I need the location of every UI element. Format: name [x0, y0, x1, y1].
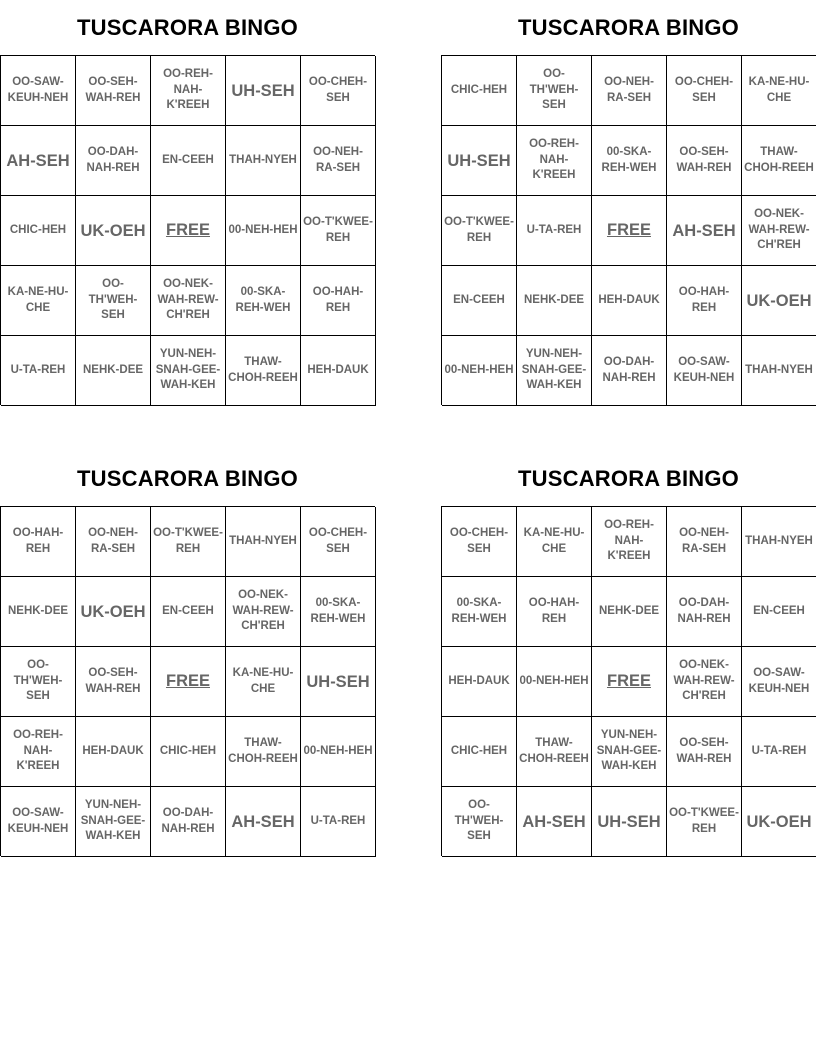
bingo-cell: EN-CEEH — [742, 577, 816, 647]
bingo-grid — [0, 506, 375, 856]
free-space: FREE — [592, 196, 667, 266]
bingo-cell: OO-HAH-REH — [667, 266, 742, 336]
bingo-cell: AH-SEH — [226, 787, 301, 857]
bingo-cell: UH-SEH — [592, 787, 667, 857]
bingo-cell: OO-REH-NAH-K'REEH — [151, 56, 226, 126]
bingo-cell: U-TA-REH — [742, 717, 816, 787]
bingo-cell: UK-OEH — [76, 577, 151, 647]
bingo-cell: UH-SEH — [301, 647, 376, 717]
bingo-cell: AH-SEH — [1, 126, 76, 196]
bingo-cell: THAH-NYEH — [226, 507, 301, 577]
bingo-cell: OO-SAW-KEUH-NEH — [667, 336, 742, 406]
card-title: TUSCARORA BINGO — [518, 15, 739, 40]
bingo-cell: 00-NEH-HEH — [442, 336, 517, 406]
bingo-grid — [0, 55, 375, 405]
bingo-cell: AH-SEH — [517, 787, 592, 857]
bingo-cell: AH-SEH — [667, 196, 742, 266]
bingo-cell: OO-REH-NAH-K'REEH — [517, 126, 592, 196]
bingo-cell: UK-OEH — [742, 787, 816, 857]
bingo-cell: OO-T'KWEE-REH — [442, 196, 517, 266]
bingo-card-2 — [441, 0, 816, 405]
bingo-grid — [441, 506, 816, 856]
bingo-cell: OO-HAH-REH — [1, 507, 76, 577]
bingo-cell: HEH-DAUK — [442, 647, 517, 717]
card-title: TUSCARORA BINGO — [518, 466, 739, 491]
bingo-cell: NEHK-DEE — [76, 336, 151, 406]
bingo-cell: OO-SAW-KEUH-NEH — [742, 647, 816, 717]
bingo-cell: OO-REH-NAH-K'REEH — [1, 717, 76, 787]
bingo-cell: HEH-DAUK — [592, 266, 667, 336]
bingo-cell: THAH-NYEH — [742, 336, 816, 406]
bingo-cell: YUN-NEH-SNAH-GEE-WAH-KEH — [592, 717, 667, 787]
bingo-cell: OO-NEK-WAH-REW-CH'REH — [742, 196, 816, 266]
bingo-cell: OO-SAW-KEUH-NEH — [1, 56, 76, 126]
bingo-cell: OO-DAH-NAH-REH — [592, 336, 667, 406]
bingo-cell: OO-T'KWEE-REH — [151, 507, 226, 577]
bingo-cell: OO-NEK-WAH-REW-CH'REH — [151, 266, 226, 336]
bingo-cell: THAH-NYEH — [742, 507, 816, 577]
bingo-card-4 — [441, 451, 816, 856]
bingo-cell: KA-NE-HU-CHE — [517, 507, 592, 577]
bingo-cell: CHIC-HEH — [442, 717, 517, 787]
bingo-cell: THAW-CHOH-REEH — [226, 717, 301, 787]
bingo-cell: UH-SEH — [442, 126, 517, 196]
bingo-cell: OO-T'KWEE-REH — [667, 787, 742, 857]
bingo-cell: OO-HAH-REH — [517, 577, 592, 647]
bingo-cell: OO-DAH-NAH-REH — [667, 577, 742, 647]
bingo-cell: 00-NEH-HEH — [226, 196, 301, 266]
bingo-cell: OO-NEH-RA-SEH — [76, 507, 151, 577]
bingo-cell: HEH-DAUK — [301, 336, 376, 406]
bingo-cell: 00-SKA-REH-WEH — [442, 577, 517, 647]
bingo-cell: OO-HAH-REH — [301, 266, 376, 336]
bingo-cell: KA-NE-HU-CHE — [742, 56, 816, 126]
bingo-cell: EN-CEEH — [442, 266, 517, 336]
bingo-cell: OO-CHEH-SEH — [301, 507, 376, 577]
bingo-cell: NEHK-DEE — [1, 577, 76, 647]
bingo-cell: THAW-CHOH-REEH — [742, 126, 816, 196]
bingo-cell: CHIC-HEH — [442, 56, 517, 126]
bingo-cell: UH-SEH — [226, 56, 301, 126]
bingo-cell: EN-CEEH — [151, 577, 226, 647]
bingo-cell: OO-TH'WEH-SEH — [442, 787, 517, 857]
bingo-cell: OO-SEH-WAH-REH — [76, 647, 151, 717]
bingo-cell: 00-SKA-REH-WEH — [301, 577, 376, 647]
bingo-cell: OO-NEH-RA-SEH — [592, 56, 667, 126]
bingo-cell: OO-SEH-WAH-REH — [76, 56, 151, 126]
bingo-cell: OO-CHEH-SEH — [442, 507, 517, 577]
bingo-cell: YUN-NEH-SNAH-GEE-WAH-KEH — [151, 336, 226, 406]
card-title: TUSCARORA BINGO — [77, 466, 298, 491]
bingo-cell: 00-SKA-REH-WEH — [226, 266, 301, 336]
bingo-cell: CHIC-HEH — [151, 717, 226, 787]
bingo-cell: OO-DAH-NAH-REH — [151, 787, 226, 857]
bingo-cell: UK-OEH — [76, 196, 151, 266]
bingo-cell: YUN-NEH-SNAH-GEE-WAH-KEH — [76, 787, 151, 857]
bingo-cell: U-TA-REH — [301, 787, 376, 857]
bingo-cell: OO-SAW-KEUH-NEH — [1, 787, 76, 857]
bingo-cell: EN-CEEH — [151, 126, 226, 196]
bingo-card-3 — [0, 451, 375, 856]
card-title: TUSCARORA BINGO — [77, 15, 298, 40]
bingo-cell: OO-TH'WEH-SEH — [517, 56, 592, 126]
bingo-cell: OO-NEH-RA-SEH — [301, 126, 376, 196]
bingo-cell: UK-OEH — [742, 266, 816, 336]
bingo-cell: OO-SEH-WAH-REH — [667, 717, 742, 787]
bingo-card-1 — [0, 0, 375, 405]
free-space: FREE — [151, 196, 226, 266]
bingo-cell: THAW-CHOH-REEH — [226, 336, 301, 406]
bingo-cell: OO-TH'WEH-SEH — [76, 266, 151, 336]
bingo-cell: OO-CHEH-SEH — [301, 56, 376, 126]
bingo-cell: NEHK-DEE — [517, 266, 592, 336]
bingo-cell: YUN-NEH-SNAH-GEE-WAH-KEH — [517, 336, 592, 406]
bingo-cell: CHIC-HEH — [1, 196, 76, 266]
bingo-cell: THAH-NYEH — [226, 126, 301, 196]
bingo-cell: 00-NEH-HEH — [517, 647, 592, 717]
bingo-cell: OO-SEH-WAH-REH — [667, 126, 742, 196]
bingo-cell: OO-CHEH-SEH — [667, 56, 742, 126]
bingo-cell: U-TA-REH — [517, 196, 592, 266]
free-space: FREE — [592, 647, 667, 717]
free-space: FREE — [151, 647, 226, 717]
bingo-cell: U-TA-REH — [1, 336, 76, 406]
bingo-cell: OO-REH-NAH-K'REEH — [592, 507, 667, 577]
bingo-cell: OO-T'KWEE-REH — [301, 196, 376, 266]
bingo-grid — [441, 55, 816, 405]
bingo-cell: OO-TH'WEH-SEH — [1, 647, 76, 717]
bingo-cell: OO-DAH-NAH-REH — [76, 126, 151, 196]
bingo-cell: OO-NEK-WAH-REW-CH'REH — [226, 577, 301, 647]
bingo-cell: NEHK-DEE — [592, 577, 667, 647]
bingo-cell: 00-SKA-REH-WEH — [592, 126, 667, 196]
bingo-cell: 00-NEH-HEH — [301, 717, 376, 787]
bingo-cell: THAW-CHOH-REEH — [517, 717, 592, 787]
bingo-cell: OO-NEK-WAH-REW-CH'REH — [667, 647, 742, 717]
bingo-cell: HEH-DAUK — [76, 717, 151, 787]
bingo-cell: KA-NE-HU-CHE — [1, 266, 76, 336]
bingo-cell: OO-NEH-RA-SEH — [667, 507, 742, 577]
bingo-cell: KA-NE-HU-CHE — [226, 647, 301, 717]
